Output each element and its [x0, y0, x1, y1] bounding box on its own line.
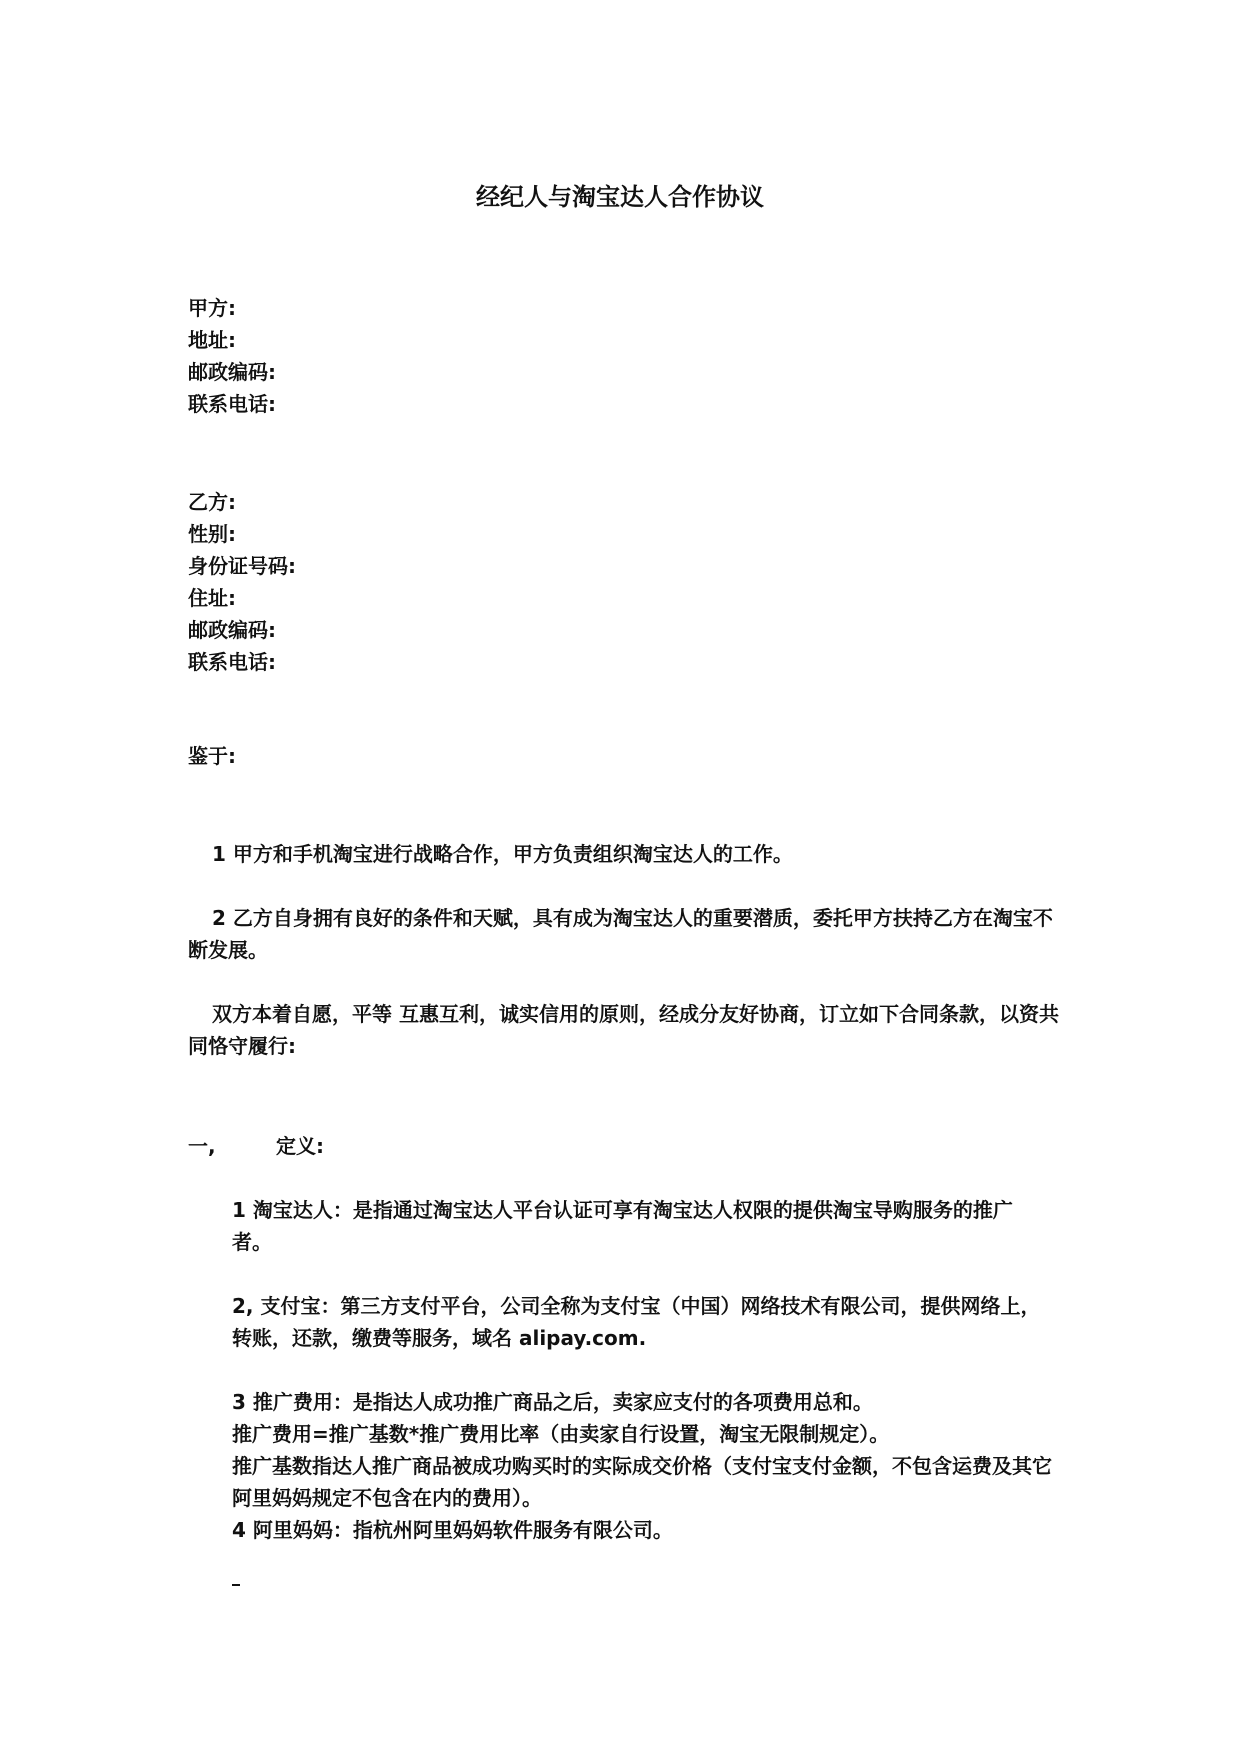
party-b-postcode-label: 邮政编码: [188, 618, 276, 642]
whereas-agreement: 双方本着自愿，平等 互惠互利，诚实信用的原则，经成分友好协商，订立如下合同条款，以资共同恪守履行: [188, 1002, 1059, 1058]
definition-3-line-1: 3 推广费用：是指达人成功推广商品之后，卖家应支付的各项费用总和。 [232, 1390, 873, 1414]
party-a-postcode-label: 邮政编码: [188, 360, 276, 384]
party-b-gender-label: 性别: [188, 522, 236, 546]
section-1-title: 定义: [276, 1134, 324, 1158]
whereas-heading: 鉴于: [188, 744, 236, 768]
definition-3-line-3: 推广基数指达人推广商品被成功购买时的实际成交价格（支付宝支付金额，不包含运费及其它阿里妈妈规定不包含在内的费用）。 [232, 1454, 1052, 1510]
definition-3-line-2: 推广费用=推广基数*推广费用比率（由卖家自行设置，淘宝无限制规定）。 [232, 1422, 890, 1446]
cursor-mark [232, 1584, 240, 1586]
document-title: 经纪人与淘宝达人合作协议 [476, 183, 764, 211]
whereas-item-2: 2 乙方自身拥有良好的条件和天赋，具有成为淘宝达人的重要潜质，委托甲方扶持乙方在淘宝不断发展。 [188, 906, 1053, 962]
definition-4: 4 阿里妈妈：指杭州阿里妈妈软件服务有限公司。 [232, 1518, 673, 1542]
section-1-number: 一, [188, 1134, 216, 1158]
whereas-item-1: 1 甲方和手机淘宝进行战略合作，甲方负责组织淘宝达人的工作。 [212, 842, 793, 866]
definition-2: 2, 支付宝：第三方支付平台，公司全称为支付宝（中国）网络技术有限公司，提供网络上，转账，还款，缴费等服务，域名 alipay.com. [232, 1294, 1041, 1350]
definition-1: 1 淘宝达人：是指通过淘宝达人平台认证可享有淘宝达人权限的提供淘宝导购服务的推广者。 [232, 1198, 1013, 1254]
party-b-name-label: 乙方: [188, 490, 236, 514]
party-b-id-label: 身份证号码: [188, 554, 296, 578]
party-b-address-label: 住址: [188, 586, 236, 610]
party-a-address-label: 地址: [188, 328, 236, 352]
party-a-phone-label: 联系电话: [188, 392, 276, 416]
party-a-name-label: 甲方: [188, 296, 236, 320]
party-b-phone-label: 联系电话: [188, 650, 276, 674]
